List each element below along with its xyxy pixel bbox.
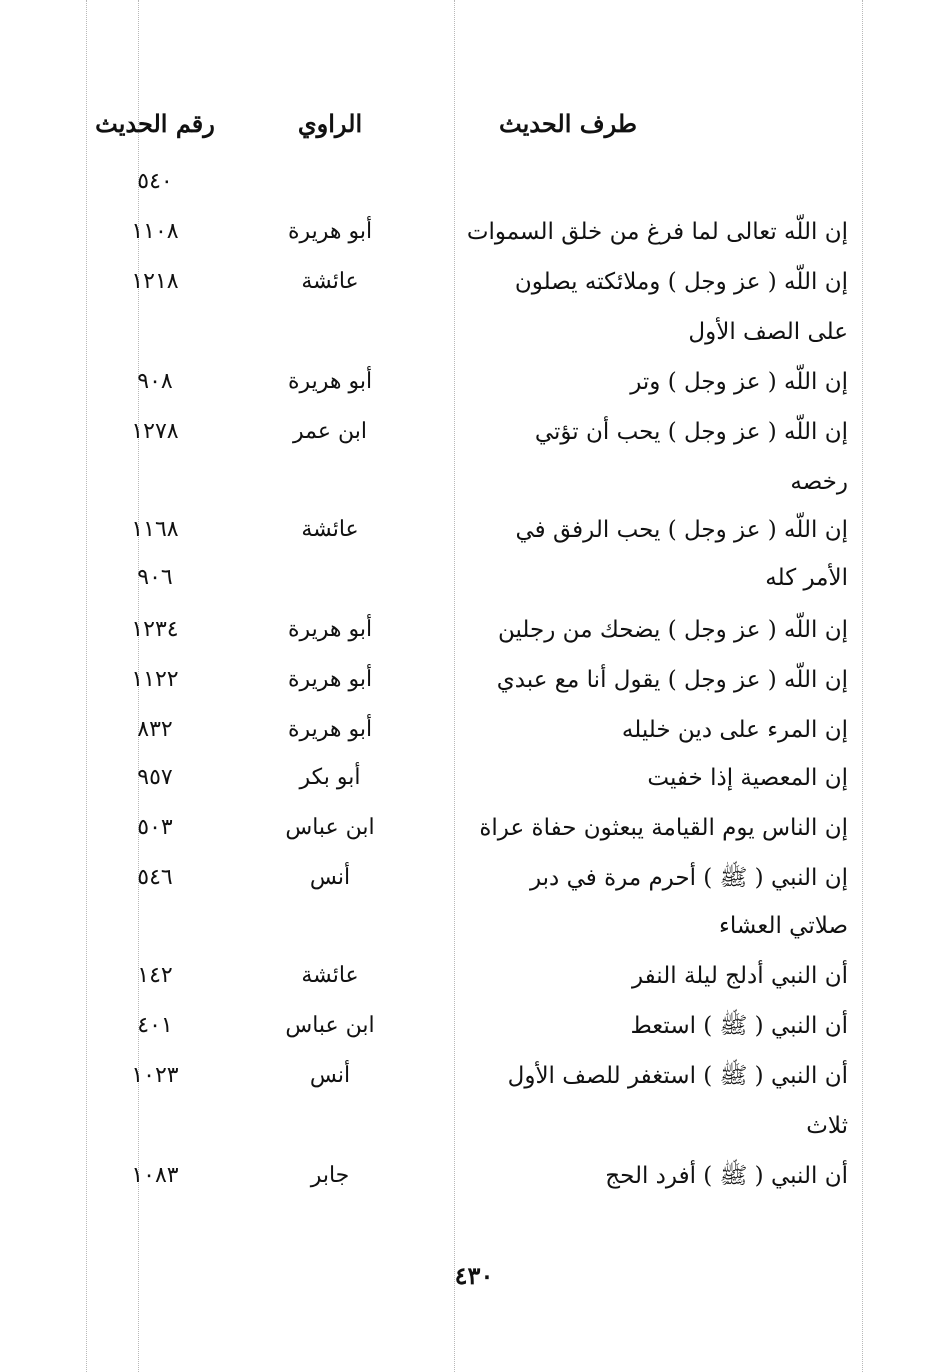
narrator-name: أبو هريرة: [287, 219, 373, 244]
table-header: [0, 104, 948, 144]
hadith-number: ٥٤٦: [137, 865, 173, 890]
table-row: [0, 808, 948, 848]
hadith-text: إن النبي ( ﷺ ) أحرم مرة في دبر: [529, 865, 848, 891]
hadith-text: [378, 162, 848, 202]
narrator-name: ابن عباس: [285, 815, 375, 840]
hadith-number: [96, 312, 214, 352]
narrator-name: [250, 1106, 410, 1146]
narrator-name: أبو هريرة: [287, 369, 373, 394]
narrator-name: [250, 558, 410, 598]
hadith-text: صلاتي العشاء: [719, 913, 848, 939]
hadith-number: ٩٠٦: [137, 565, 173, 590]
hadith-number: ٩٠٨: [137, 369, 173, 394]
hadith-text: إن المرء على دين خليله: [621, 717, 848, 743]
table-row: [0, 906, 948, 946]
narrator-name: [250, 312, 410, 352]
table-row: [0, 362, 948, 402]
hadith-number: ٨٣٢: [137, 717, 173, 742]
hadith-number: ١٢٣٤: [131, 617, 179, 642]
narrator-name: [250, 162, 410, 202]
narrator-name: أنس: [309, 1063, 351, 1088]
hadith-text: ثلاث: [806, 1113, 848, 1139]
hadith-text: أن النبي ( ﷺ ) أفرد الحج: [605, 1163, 848, 1189]
hadith-text: إن اللّه ( عز وجل ) يحب الرفق في: [515, 517, 848, 543]
hadith-text: أن النبي ( ﷺ ) استغفر للصف الأول: [507, 1063, 848, 1089]
hadith-number: ٥٤٠: [137, 169, 173, 194]
table-row: [0, 1156, 948, 1196]
hadith-number: ٩٥٧: [137, 765, 173, 790]
narrator-name: جابر: [310, 1163, 350, 1188]
hadith-text: أن النبي ( ﷺ ) استعط: [630, 1013, 848, 1039]
table-row: [0, 212, 948, 252]
hadith-text: إن المعصية إذا خفيت: [647, 765, 848, 791]
hadith-text: إن اللّه ( عز وجل ) يقول أنا مع عبدي: [496, 667, 848, 693]
hadith-number: ١١٠٨: [131, 219, 179, 244]
table-row: [0, 758, 948, 798]
table-row: [0, 1006, 948, 1046]
table-row: [0, 660, 948, 700]
narrator-name: ابن عمر: [293, 419, 367, 444]
hadith-number: ١٠٢٣: [131, 1063, 179, 1088]
narrator-name: أبو بكر: [299, 765, 361, 790]
column-header-hadith-number: رقم الحديث: [95, 109, 215, 138]
narrator-name: [250, 462, 410, 502]
column-header-hadith-start: طرف الحديث: [499, 109, 637, 138]
hadith-number: ١١٢٢: [131, 667, 179, 692]
table-row: [0, 610, 948, 650]
table-row: [0, 956, 948, 996]
narrator-name: عائشة: [301, 963, 359, 988]
narrator-name: عائشة: [301, 269, 359, 294]
hadith-text: إن الناس يوم القيامة يبعثون حفاة عراة: [479, 815, 848, 841]
table-row: [0, 1056, 948, 1096]
narrator-name: ابن عباس: [285, 1013, 375, 1038]
hadith-text: إن اللّه ( عز وجل ) وتر: [630, 369, 848, 395]
hadith-number: ١٢١٨: [131, 269, 179, 294]
hadith-number: ٥٠٣: [137, 815, 173, 840]
hadith-number: ١٠٨٣: [131, 1163, 179, 1188]
table-row: [0, 1106, 948, 1146]
hadith-text: إن اللّه ( عز وجل ) يضحك من رجلين: [497, 617, 848, 643]
hadith-number: [96, 462, 214, 502]
hadith-text: إن اللّه تعالى لما فرغ من خلق السموات: [466, 219, 848, 245]
narrator-name: عائشة: [301, 517, 359, 542]
page-number: ٤٣٠: [454, 1261, 494, 1290]
hadith-text: أن النبي أدلج ليلة النفر: [631, 963, 848, 989]
table-row: [0, 558, 948, 598]
hadith-number: ١١٦٨: [131, 517, 179, 542]
narrator-name: أبو هريرة: [287, 717, 373, 742]
table-row: [0, 162, 948, 202]
hadith-text: إن اللّه ( عز وجل ) يحب أن تؤتي: [534, 419, 848, 445]
narrator-name: [250, 906, 410, 946]
table-row: [0, 462, 948, 502]
hadith-text: رخصه: [790, 469, 848, 495]
table-row: [0, 412, 948, 452]
hadith-number: [96, 1106, 214, 1146]
hadith-number: ١٢٧٨: [131, 419, 179, 444]
hadith-number: ٤٠١: [137, 1013, 173, 1038]
table-row: [0, 262, 948, 302]
table-row: [0, 710, 948, 750]
hadith-text: على الصف الأول: [688, 319, 848, 345]
narrator-name: أبو هريرة: [287, 617, 373, 642]
narrator-name: أبو هريرة: [287, 667, 373, 692]
narrator-name: أنس: [309, 865, 351, 890]
hadith-number: [96, 906, 214, 946]
hadith-number: ١٤٢: [137, 963, 173, 988]
table-row: [0, 858, 948, 898]
hadith-text: إن اللّه ( عز وجل ) وملائكته يصلون: [514, 269, 848, 295]
column-header-narrator: الراوي: [297, 109, 363, 138]
table-row: [0, 510, 948, 550]
table-row: [0, 312, 948, 352]
hadith-text: الأمر كله: [765, 565, 848, 591]
